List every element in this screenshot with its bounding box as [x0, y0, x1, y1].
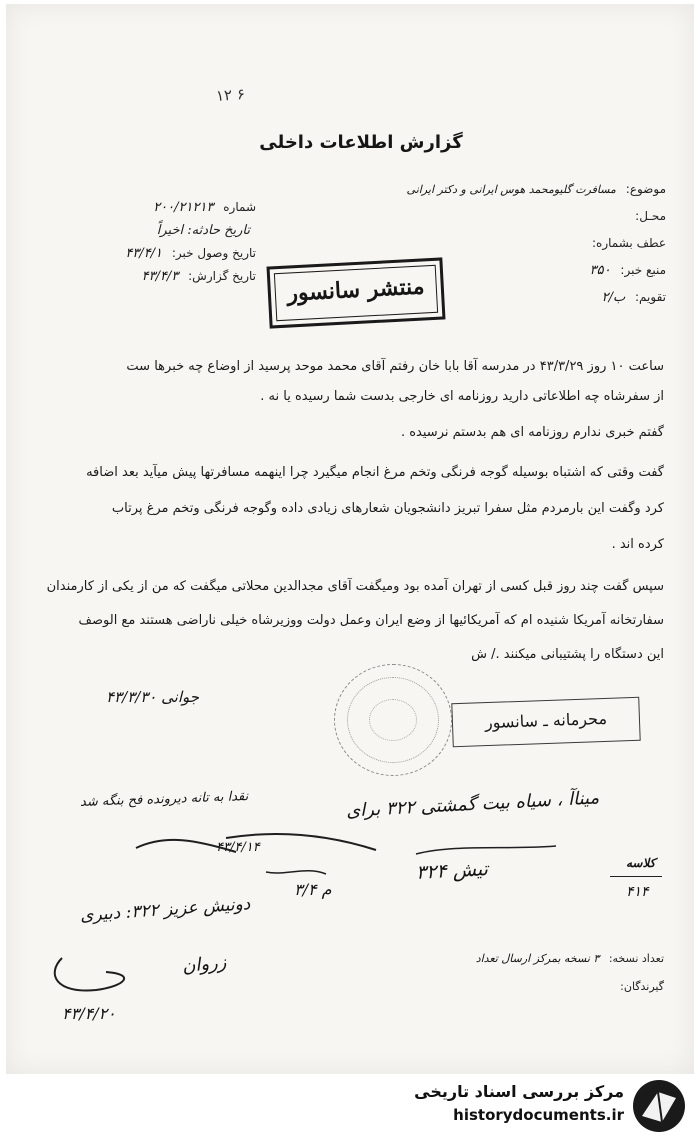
paragraph-line: کرد وگفت این بارمردم مثل سفرا تبریز دانشجویان شعارهای زیادی داده وگوجه فرنگی وتخم مرغ پرتاب — [111, 501, 664, 516]
distribution-line: تعداد نسخه: ۳ نسخه بمرکز ارسال تعداد — [475, 952, 664, 965]
handwritten-bottom-date: ۴۳/۴/۲۰ — [62, 1004, 116, 1023]
watermark-title: مرکز بررسی اسناد تاریخی — [414, 1082, 624, 1101]
handwritten-note-left: نقدا به تانه دیرونده فح بنگه شد — [79, 789, 249, 810]
handwriting-strokes — [36, 804, 676, 1034]
document-title: گزارش اطلاعات داخلی — [259, 132, 463, 153]
meta-received-date: تاریخ وصول خبر: ۴۳/۴/۱ — [125, 246, 256, 261]
paragraph-line: گفت وقتی که اشتباه بوسیله گوجه فرنگی وتخم مرغ انجام میگیرد چرا اینهمه مسافرتها پیش میآید بعد اضافه — [86, 465, 664, 480]
paragraph-line: ساعت ۱۰ روز ۴۳/۳/۲۹ در مدرسه آقا بابا خان رفتم آقای محمد موحد پرسید از اوضاع چه خبرها ست — [126, 359, 664, 374]
meta-rating: تقویم: ب/۲ — [601, 290, 666, 305]
paragraph-line: سپس گفت چند روز قبل کسی از تهران آمده بود ومیگفت آقای مجدالدین محلاتی میگفت که من از یکی از کارمندان — [46, 579, 664, 594]
meta-right — [406, 176, 666, 311]
handwritten-number-middle: ۳۲۴ تیش — [415, 858, 489, 884]
meta-event-date: تاریخ حادثه: اخیراً — [156, 223, 250, 238]
secondary-stamp — [451, 697, 640, 748]
agent-signature: جوانی ۴۳/۳/۳۰ — [106, 688, 200, 706]
paragraph-line: گفتم خبری ندارم روزنامه ای هم بدستم نرسیده . — [400, 425, 664, 440]
archive-number: ۴۱۴ — [626, 884, 649, 900]
paragraph-line: این دستگاه را پشتیبانی میکنند ./ ش — [471, 647, 664, 662]
censorship-stamp-text: منتشر سانسور — [286, 273, 426, 307]
handwritten-date-left: ۴۳/۴/۱۴ — [216, 840, 260, 855]
paragraph-line: کرده اند . — [611, 537, 664, 552]
censorship-stamp — [266, 257, 445, 328]
paragraph-line: سفارتخانه آمریکا شنیده ام که آمریکائیها از وضع ایران وعمل دولت ووزیرشاه خیلی ناراضی هستند مع الوصف — [78, 613, 664, 628]
meta-report-date: تاریخ گزارش: ۴۳/۴/۳ — [141, 269, 256, 284]
meta-location: محـل: — [635, 209, 666, 223]
archive-label: کلاسه — [626, 856, 656, 870]
handwritten-date-middle: ۳/۴ م — [294, 880, 332, 899]
handwritten-signature: زروان — [181, 951, 228, 978]
book-icon — [628, 1078, 690, 1134]
meta-attachment: عطف بشماره: — [591, 236, 666, 250]
document-page — [6, 4, 694, 1074]
paragraph-line: از سفرشاه چه اطلاعاتی دارید روزنامه ای خارجی بدست شما رسیده یا نه . — [260, 389, 664, 404]
handwritten-note-main: میناآ ، سیاه بیت گمشتی ۳۲۲ برای — [345, 787, 600, 822]
meta-number: شماره ۲۰۰/۲۱۲۱۳ — [153, 200, 256, 215]
top-scribble: ۱۲ ۶ — [215, 85, 246, 105]
recipients-line: گیرندگان: — [620, 980, 664, 993]
report-body — [46, 358, 664, 676]
round-seal-stamp — [334, 664, 452, 776]
meta-left — [60, 196, 256, 288]
handwritten-reference: دونیش عزیز ۳۲۲: دبیری — [79, 894, 251, 926]
watermark-url: historydocuments.ir — [453, 1106, 624, 1124]
meta-source: منبع خبر: ۳۵۰ — [589, 263, 666, 278]
secondary-stamp-text: محرمانه ـ سانسور — [484, 708, 608, 733]
meta-subject: موضوع: مسافرت گلیومحمد هوس ایرانی و دکتر ایرانی — [406, 182, 666, 196]
